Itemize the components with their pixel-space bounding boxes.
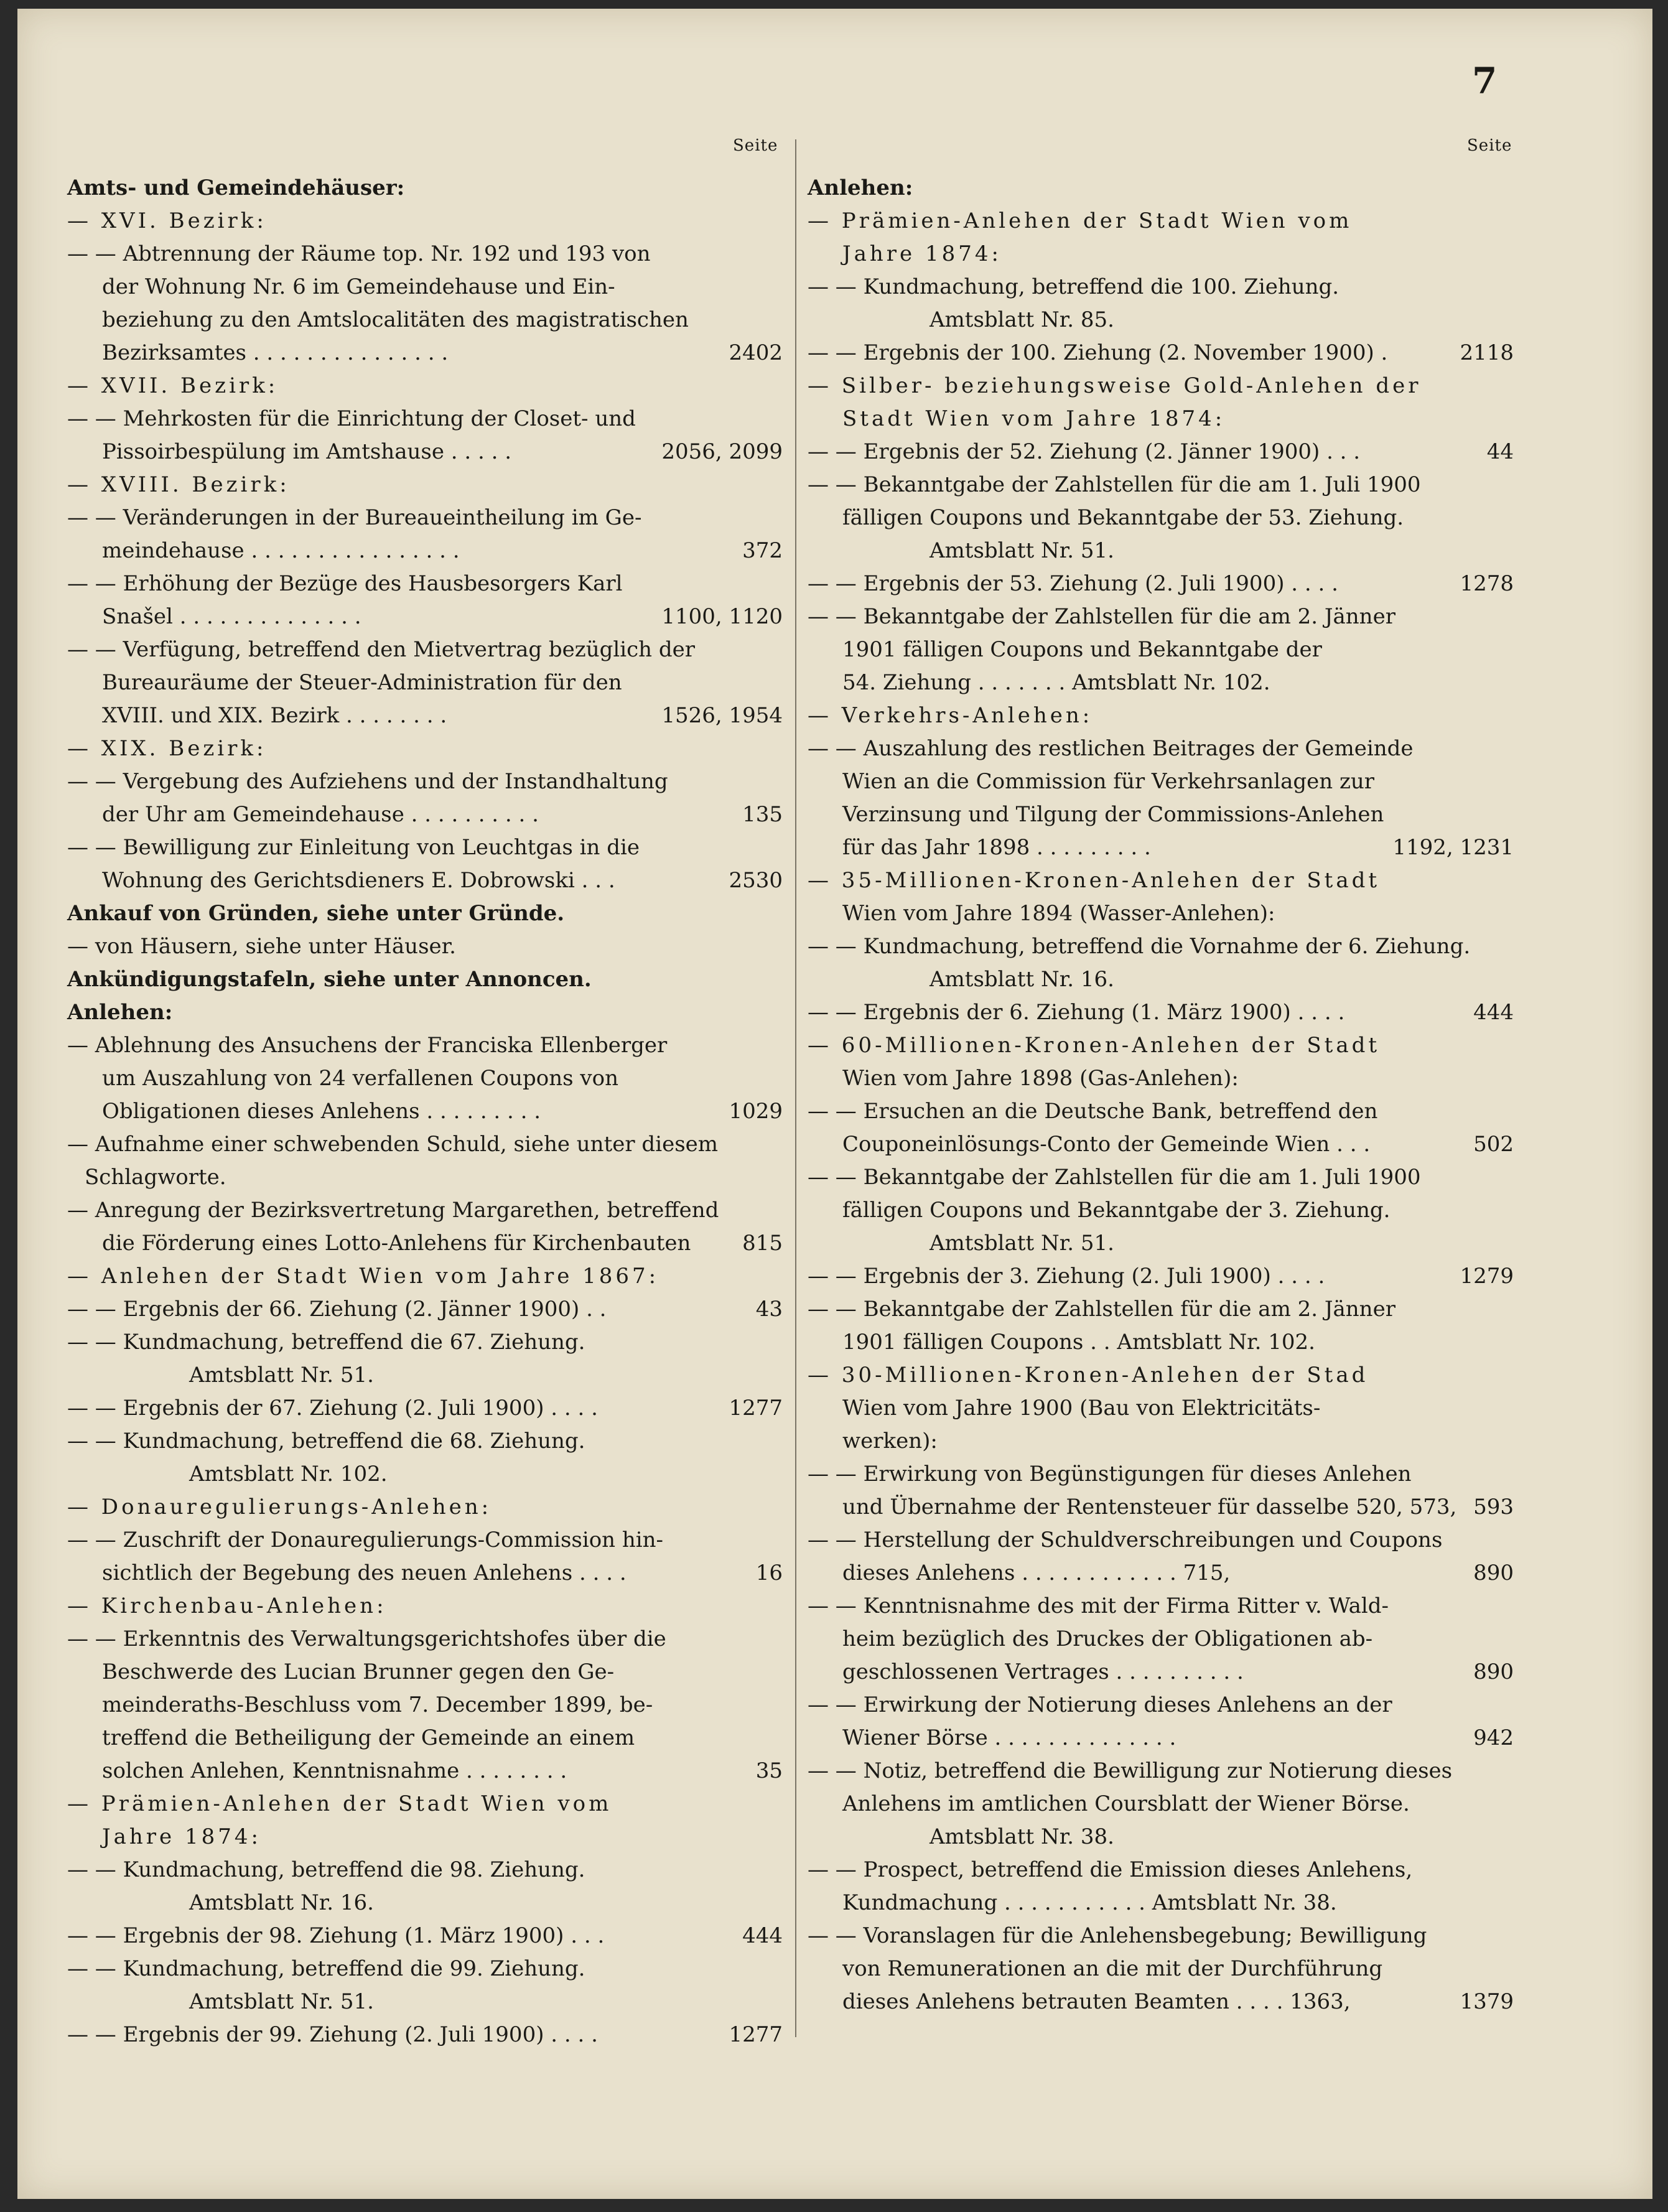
index-entry bbox=[67, 1194, 783, 1227]
index-entry-text: werken): bbox=[842, 1429, 938, 1454]
page-reference: 1277 bbox=[729, 1396, 783, 1421]
index-entry-text: — — Zuschrift der Donauregulierungs-Commission hin- bbox=[67, 1528, 664, 1552]
index-entry-text: Wien vom Jahre 1894 (Wasser-Anlehen): bbox=[842, 901, 1275, 926]
index-entry bbox=[67, 1425, 783, 1458]
index-entry bbox=[808, 1623, 1514, 1656]
index-entry-text: fälligen Coupons und Bekanntgabe der 53. Ziehung. bbox=[842, 505, 1404, 530]
index-entry bbox=[67, 864, 783, 897]
index-entry-text: — — Erwirkung der Notierung dieses Anlehens an der bbox=[808, 1692, 1392, 1717]
index-entry-text: — — Kundmachung, betreffend die 67. Ziehung. bbox=[67, 1330, 585, 1355]
index-entry-text: heim bezüglich des Druckes der Obligationen ab- bbox=[842, 1626, 1373, 1651]
index-entry-text: — — Kundmachung, betreffend die 99. Ziehung. bbox=[67, 1956, 585, 1981]
index-entry-text: Jahre 1874: bbox=[842, 241, 1002, 266]
index-entry bbox=[67, 633, 783, 666]
index-entry bbox=[808, 699, 1514, 732]
column-divider bbox=[795, 139, 796, 2037]
index-entry bbox=[808, 1953, 1514, 1986]
index-entry bbox=[808, 1293, 1514, 1326]
index-entry-text: — — Verfügung, betreffend den Mietvertrag bezüglich der bbox=[67, 637, 696, 662]
index-entry bbox=[808, 1260, 1514, 1293]
index-entry bbox=[67, 534, 783, 567]
index-entry-text: um Auszahlung von 24 verfallenen Coupons von bbox=[102, 1066, 618, 1091]
page-reference: 444 bbox=[1473, 1000, 1514, 1025]
index-entry-text: — — Erkenntnis des Verwaltungsgerichtshofes über die bbox=[67, 1626, 666, 1651]
index-entry-text: — — Ersuchen an die Deutsche Bank, betreffend den bbox=[808, 1099, 1378, 1124]
index-entry bbox=[808, 1194, 1514, 1227]
page-reference: 942 bbox=[1473, 1725, 1514, 1750]
page-reference: 1379 bbox=[1460, 1989, 1514, 2014]
index-entry bbox=[67, 1953, 783, 1986]
index-entry-text: Couponeinlösungs-Conto der Gemeinde Wien . . . bbox=[842, 1132, 1371, 1157]
index-entry-text: meinderaths-Beschluss vom 7. December 1899, be- bbox=[102, 1692, 653, 1717]
index-entry-text: Amtsblatt Nr. 16. bbox=[189, 1890, 374, 1915]
index-entry-text: — — Kundmachung, betreffend die Vornahme der 6. Ziehung. bbox=[808, 934, 1471, 959]
index-entry bbox=[808, 1095, 1514, 1128]
index-entry bbox=[67, 1095, 783, 1128]
index-entry-text: — XVII. Bezirk: bbox=[67, 373, 279, 398]
index-entry-text: 1901 fälligen Coupons . . Amtsblatt Nr. 102. bbox=[842, 1330, 1315, 1355]
index-entry-text: für das Jahr 1898 . . . . . . . . . bbox=[842, 835, 1151, 860]
index-entry bbox=[67, 798, 783, 831]
index-entry bbox=[808, 864, 1514, 897]
index-entry-text: — Anregung der Bezirksvertretung Margarethen, betreffend bbox=[67, 1198, 719, 1223]
index-entry bbox=[808, 567, 1514, 600]
index-entry-text: — — Erhöhung der Bezüge des Hausbesorgers Karl bbox=[67, 571, 623, 596]
document-page bbox=[17, 9, 1652, 2199]
index-entry bbox=[808, 732, 1514, 765]
index-entry bbox=[67, 1854, 783, 1887]
index-entry bbox=[808, 996, 1514, 1029]
index-entry bbox=[808, 271, 1514, 304]
index-entry bbox=[808, 1359, 1514, 1392]
index-entry-text: beziehung zu den Amtslocalitäten des magistratischen bbox=[102, 307, 689, 332]
index-entry bbox=[808, 1491, 1514, 1524]
index-entry-text: Amts- und Gemeindehäuser: bbox=[67, 175, 405, 200]
page-reference: 890 bbox=[1473, 1561, 1514, 1585]
index-entry-text: — von Häusern, siehe unter Häuser. bbox=[67, 934, 456, 959]
index-entry-text: — — Bekanntgabe der Zahlstellen für die am 2. Jänner bbox=[808, 604, 1395, 629]
index-entry bbox=[67, 1689, 783, 1722]
index-entry bbox=[808, 1029, 1514, 1062]
index-entry-text: — Prämien-Anlehen der Stadt Wien vom bbox=[808, 208, 1353, 233]
index-entry bbox=[67, 502, 783, 534]
page-reference: 1526, 1954 bbox=[661, 703, 783, 728]
index-entry bbox=[67, 1524, 783, 1557]
index-entry-text: — — Kundmachung, betreffend die 98. Ziehung. bbox=[67, 1857, 585, 1882]
index-entry bbox=[67, 1260, 783, 1293]
index-entry-text: der Wohnung Nr. 6 im Gemeindehause und Ein- bbox=[102, 274, 615, 299]
index-entry-text: Wiener Börse . . . . . . . . . . . . . . bbox=[842, 1725, 1176, 1750]
index-entry-text: Verzinsung und Tilgung der Commissions-Anlehen bbox=[842, 802, 1384, 827]
index-entry-text: — — Veränderungen in der Bureaueintheilung im Ge- bbox=[67, 505, 642, 530]
index-entry bbox=[808, 963, 1514, 996]
index-entry bbox=[808, 370, 1514, 403]
index-entry-text: dieses Anlehens betrauten Beamten . . . . 1363, bbox=[842, 1989, 1351, 2014]
index-entry-text: — — Mehrkosten für die Einrichtung der Closet- und bbox=[67, 406, 636, 431]
index-entry-text: XVIII. und XIX. Bezirk . . . . . . . . bbox=[102, 703, 447, 728]
index-entry bbox=[67, 1755, 783, 1788]
index-entry bbox=[67, 337, 783, 370]
index-entry bbox=[67, 205, 783, 238]
page-reference: 444 bbox=[742, 1923, 783, 1948]
index-entry-text: — XIX. Bezirk: bbox=[67, 736, 267, 761]
index-entry bbox=[67, 765, 783, 798]
index-entry bbox=[67, 1887, 783, 1920]
index-entry-text: — — Ergebnis der 99. Ziehung (2. Juli 1900) . . . . bbox=[67, 2022, 598, 2047]
index-entry bbox=[67, 666, 783, 699]
index-entry-text: Obligationen dieses Anlehens . . . . . . . . . bbox=[102, 1099, 541, 1124]
index-entry-text: meindehause . . . . . . . . . . . . . . . . bbox=[102, 538, 460, 563]
page-reference: 2118 bbox=[1460, 340, 1514, 365]
page-reference: 502 bbox=[1473, 1132, 1514, 1157]
page-reference: 43 bbox=[755, 1297, 783, 1322]
index-entry bbox=[808, 1887, 1514, 1920]
page-reference: 2402 bbox=[729, 340, 783, 365]
index-entry bbox=[67, 1986, 783, 2018]
page-reference: 2056, 2099 bbox=[661, 439, 783, 464]
index-entry bbox=[67, 172, 783, 205]
index-entry-text: Bureauräume der Steuer-Administration für den bbox=[102, 670, 622, 695]
index-entry bbox=[67, 271, 783, 304]
page-reference: 1100, 1120 bbox=[661, 604, 783, 629]
index-entry-text: — 30-Millionen-Kronen-Anlehen der Stad bbox=[808, 1363, 1369, 1388]
index-entry bbox=[808, 765, 1514, 798]
index-entry bbox=[67, 304, 783, 337]
index-entry bbox=[67, 1656, 783, 1689]
index-entry bbox=[67, 1491, 783, 1524]
index-entry bbox=[67, 1590, 783, 1623]
index-entry-text: sichtlich der Begebung des neuen Anlehens . . . . bbox=[102, 1561, 627, 1585]
index-entry bbox=[808, 600, 1514, 633]
index-entry bbox=[808, 1326, 1514, 1359]
index-entry bbox=[67, 1029, 783, 1062]
page-reference: 35 bbox=[755, 1758, 783, 1783]
index-entry-text: — — Bekanntgabe der Zahlstellen für die am 1. Juli 1900 bbox=[808, 1165, 1421, 1190]
index-entry-text: — — Auszahlung des restlichen Beitrages der Gemeinde bbox=[808, 736, 1414, 761]
index-entry-text: — — Vergebung des Aufziehens und der Instandhaltung bbox=[67, 769, 668, 794]
index-entry bbox=[67, 930, 783, 963]
index-entry-text: Wien an die Commission für Verkehrsanlagen zur bbox=[842, 769, 1375, 794]
index-entry bbox=[808, 304, 1514, 337]
page-reference: 16 bbox=[755, 1561, 783, 1585]
index-entry-text: — — Bewilligung zur Einleitung von Leuchtgas in die bbox=[67, 835, 640, 860]
index-entry-text: Beschwerde des Lucian Brunner gegen den Ge- bbox=[102, 1659, 615, 1684]
index-entry-text: — — Kundmachung, betreffend die 100. Ziehung. bbox=[808, 274, 1340, 299]
index-entry-text: — — Ergebnis der 3. Ziehung (2. Juli 1900) . . . . bbox=[808, 1264, 1325, 1289]
index-entry-text: Anlehens im amtlichen Coursblatt der Wiener Börse. bbox=[842, 1791, 1410, 1816]
index-entry-text: Anlehen: bbox=[808, 175, 913, 200]
index-entry bbox=[808, 1161, 1514, 1194]
index-entry-text: Wohnung des Gerichtsdieners E. Dobrowski . . . bbox=[102, 868, 615, 893]
index-entry-text: geschlossenen Vertrages . . . . . . . . . . bbox=[842, 1659, 1244, 1684]
index-entry bbox=[67, 1623, 783, 1656]
index-entry bbox=[808, 1722, 1514, 1755]
index-entry-text: Ankauf von Gründen, siehe unter Gründe. bbox=[67, 901, 565, 926]
index-entry bbox=[67, 370, 783, 403]
index-entry bbox=[67, 1392, 783, 1425]
index-entry-text: Kundmachung . . . . . . . . . . . Amtsblatt Nr. 38. bbox=[842, 1890, 1337, 1915]
index-entry-text: Amtsblatt Nr. 16. bbox=[930, 967, 1114, 992]
index-entry-text: — Donauregulierungs-Anlehen: bbox=[67, 1495, 492, 1519]
index-entry-text: — — Ergebnis der 98. Ziehung (1. März 1900) . . . bbox=[67, 1923, 605, 1948]
index-entry bbox=[808, 1128, 1514, 1161]
index-entry bbox=[67, 831, 783, 864]
index-entry bbox=[67, 1062, 783, 1095]
index-entry-text: treffend die Betheiligung der Gemeinde an einem bbox=[102, 1725, 635, 1750]
index-entry bbox=[808, 1524, 1514, 1557]
index-entry bbox=[808, 798, 1514, 831]
index-entry bbox=[67, 1128, 783, 1161]
index-entry-text: — — Ergebnis der 52. Ziehung (2. Jänner 1900) . . . bbox=[808, 439, 1361, 464]
index-entry bbox=[808, 1656, 1514, 1689]
index-entry-text: Snašel . . . . . . . . . . . . . . bbox=[102, 604, 361, 629]
index-entry-text: Amtsblatt Nr. 51. bbox=[189, 1989, 374, 2014]
page-reference: 135 bbox=[742, 802, 783, 827]
page-number: 7 bbox=[1472, 60, 1498, 102]
index-entry bbox=[808, 1062, 1514, 1095]
index-entry bbox=[808, 502, 1514, 534]
index-entry-text: — Verkehrs-Anlehen: bbox=[808, 703, 1093, 728]
seite-label-right: Seite bbox=[1467, 136, 1512, 155]
index-entry bbox=[808, 1425, 1514, 1458]
index-entry bbox=[67, 403, 783, 436]
page-reference: 2530 bbox=[729, 868, 783, 893]
index-entry-text: — — Erwirkung von Begünstigungen für dieses Anlehen bbox=[808, 1462, 1412, 1486]
page-reference: 1192, 1231 bbox=[1392, 835, 1514, 860]
page-reference: 1029 bbox=[729, 1099, 783, 1124]
index-entry bbox=[67, 1326, 783, 1359]
index-entry bbox=[808, 469, 1514, 502]
page-reference: 1277 bbox=[729, 2022, 783, 2047]
index-entry bbox=[67, 1788, 783, 1821]
index-entry-text: — XVI. Bezirk: bbox=[67, 208, 267, 233]
index-entry-text: Amtsblatt Nr. 85. bbox=[930, 307, 1114, 332]
index-entry-text: der Uhr am Gemeindehause . . . . . . . . . . bbox=[102, 802, 539, 827]
page-reference: 890 bbox=[1473, 1659, 1514, 1684]
index-entry bbox=[67, 1293, 783, 1326]
index-entry bbox=[808, 1986, 1514, 2018]
index-entry-text: Amtsblatt Nr. 51. bbox=[930, 538, 1114, 563]
index-entry-text: — — Ergebnis der 100. Ziehung (2. November 1900) . bbox=[808, 340, 1388, 365]
index-entry bbox=[67, 2018, 783, 2051]
index-entry-text: und Übernahme der Rentensteuer für dasselbe 520, 573, bbox=[842, 1495, 1457, 1519]
index-entry-text: Wien vom Jahre 1898 (Gas-Anlehen): bbox=[842, 1066, 1239, 1091]
index-entry bbox=[67, 732, 783, 765]
index-entry bbox=[67, 1557, 783, 1590]
index-entry-text: — — Voranslagen für die Anlehensbegebung; Bewilligung bbox=[808, 1923, 1427, 1948]
index-entry bbox=[67, 996, 783, 1029]
index-entry-text: — — Ergebnis der 53. Ziehung (2. Juli 1900) . . . . bbox=[808, 571, 1338, 596]
index-entry-text: Pissoirbespülung im Amtshause . . . . . bbox=[102, 439, 512, 464]
index-entry-text: — Ablehnung des Ansuchens der Franciska Ellenberger bbox=[67, 1033, 668, 1058]
index-entry bbox=[808, 897, 1514, 930]
page-reference: 593 bbox=[1473, 1495, 1514, 1519]
index-entry-text: solchen Anlehen, Kenntnisnahme . . . . . . . . bbox=[102, 1758, 567, 1783]
index-entry bbox=[808, 1590, 1514, 1623]
index-entry-text: Wien vom Jahre 1900 (Bau von Elektricitäts- bbox=[842, 1396, 1321, 1421]
index-entry bbox=[67, 1359, 783, 1392]
index-entry-text: — — Bekanntgabe der Zahlstellen für die am 2. Jänner bbox=[808, 1297, 1395, 1322]
index-entry bbox=[808, 930, 1514, 963]
index-entry-text: — — Abtrennung der Räume top. Nr. 192 und 193 von bbox=[67, 241, 651, 266]
page-reference: 372 bbox=[742, 538, 783, 563]
seite-label-left: Seite bbox=[733, 136, 778, 155]
index-entry bbox=[67, 238, 783, 271]
index-entry-text: — 35-Millionen-Kronen-Anlehen der Stadt bbox=[808, 868, 1381, 893]
index-entry-text: von Remunerationen an die mit der Durchführung bbox=[842, 1956, 1383, 1981]
index-entry bbox=[67, 699, 783, 732]
index-entry-text: — — Notiz, betreffend die Bewilligung zur Notierung dieses bbox=[808, 1758, 1453, 1783]
index-entry bbox=[67, 1821, 783, 1854]
index-entry bbox=[808, 172, 1514, 205]
index-entry-text: die Förderung eines Lotto-Anlehens für Kirchenbauten bbox=[102, 1231, 691, 1256]
index-entry-text: Amtsblatt Nr. 38. bbox=[930, 1824, 1114, 1849]
index-entry bbox=[67, 567, 783, 600]
page-reference: 1278 bbox=[1460, 571, 1514, 596]
index-entry-text: — — Ergebnis der 66. Ziehung (2. Jänner 1900) . . bbox=[67, 1297, 607, 1322]
index-entry-text: — Silber- beziehungsweise Gold-Anlehen der bbox=[808, 373, 1422, 398]
index-entry bbox=[808, 1689, 1514, 1722]
index-entry bbox=[67, 1920, 783, 1953]
index-entry bbox=[67, 1161, 783, 1194]
index-entry-text: Bezirksamtes . . . . . . . . . . . . . . . bbox=[102, 340, 449, 365]
index-entry bbox=[808, 1557, 1514, 1590]
index-entry-text: — — Kundmachung, betreffend die 68. Ziehung. bbox=[67, 1429, 585, 1454]
index-entry bbox=[808, 1755, 1514, 1788]
index-entry bbox=[808, 831, 1514, 864]
index-entry-text: — 60-Millionen-Kronen-Anlehen der Stadt bbox=[808, 1033, 1381, 1058]
index-entry bbox=[67, 600, 783, 633]
index-entry-text: dieses Anlehens . . . . . . . . . . . . 715, bbox=[842, 1561, 1231, 1585]
index-entry-text: — Kirchenbau-Anlehen: bbox=[67, 1594, 387, 1618]
index-entry-text: — — Kenntnisnahme des mit der Firma Ritter v. Wald- bbox=[808, 1594, 1389, 1618]
index-entry-text: — Anlehen der Stadt Wien vom Jahre 1867: bbox=[67, 1264, 659, 1289]
index-entry bbox=[808, 436, 1514, 469]
index-entry-text: 1901 fälligen Coupons und Bekanntgabe der bbox=[842, 637, 1322, 662]
index-entry bbox=[67, 1722, 783, 1755]
index-entry bbox=[808, 1821, 1514, 1854]
index-entry bbox=[808, 403, 1514, 436]
index-entry-text: 54. Ziehung . . . . . . . Amtsblatt Nr. 102. bbox=[842, 670, 1270, 695]
index-entry-text: fälligen Coupons und Bekanntgabe der 3. Ziehung. bbox=[842, 1198, 1391, 1223]
index-entry bbox=[808, 1227, 1514, 1260]
index-entry-text: Anlehen: bbox=[67, 1000, 173, 1025]
index-entry bbox=[808, 1788, 1514, 1821]
index-entry-text: — Prämien-Anlehen der Stadt Wien vom bbox=[67, 1791, 612, 1816]
index-entry-text: Amtsblatt Nr. 51. bbox=[189, 1363, 374, 1388]
index-entry bbox=[808, 1854, 1514, 1887]
index-entry-text: Amtsblatt Nr. 102. bbox=[189, 1462, 388, 1486]
index-entry-text: — — Prospect, betreffend die Emission dieses Anlehens, bbox=[808, 1857, 1413, 1882]
right-column bbox=[808, 172, 1514, 2018]
index-entry bbox=[67, 963, 783, 996]
left-column bbox=[67, 172, 783, 2051]
page-reference: 1279 bbox=[1460, 1264, 1514, 1289]
index-entry bbox=[67, 1227, 783, 1260]
index-entry bbox=[67, 897, 783, 930]
index-entry bbox=[808, 1920, 1514, 1953]
index-entry bbox=[67, 1458, 783, 1491]
index-entry-text: — — Herstellung der Schuldverschreibungen und Coupons bbox=[808, 1528, 1443, 1552]
index-entry-text: Schlagworte. bbox=[85, 1165, 226, 1190]
index-entry-text: Amtsblatt Nr. 51. bbox=[930, 1231, 1114, 1256]
index-entry-text: — Aufnahme einer schwebenden Schuld, siehe unter diesem bbox=[67, 1132, 718, 1157]
index-entry bbox=[67, 436, 783, 469]
index-entry-text: — XVIII. Bezirk: bbox=[67, 472, 290, 497]
index-entry-text: Stadt Wien vom Jahre 1874: bbox=[842, 406, 1226, 431]
index-entry bbox=[808, 205, 1514, 238]
index-entry-text: — — Ergebnis der 67. Ziehung (2. Juli 1900) . . . . bbox=[67, 1396, 598, 1421]
index-entry-text: Ankündigungstafeln, siehe unter Annoncen. bbox=[67, 967, 592, 992]
index-entry bbox=[808, 238, 1514, 271]
index-entry bbox=[67, 469, 783, 502]
index-entry-text: — — Bekanntgabe der Zahlstellen für die am 1. Juli 1900 bbox=[808, 472, 1421, 497]
index-entry bbox=[808, 1458, 1514, 1491]
index-entry bbox=[808, 534, 1514, 567]
index-entry-text: Jahre 1874: bbox=[102, 1824, 261, 1849]
index-entry bbox=[808, 666, 1514, 699]
page-reference: 815 bbox=[742, 1231, 783, 1256]
index-entry bbox=[808, 337, 1514, 370]
index-entry bbox=[808, 1392, 1514, 1425]
index-entry bbox=[808, 633, 1514, 666]
page-reference: 44 bbox=[1486, 439, 1514, 464]
index-entry-text: — — Ergebnis der 6. Ziehung (1. März 1900) . . . . bbox=[808, 1000, 1345, 1025]
